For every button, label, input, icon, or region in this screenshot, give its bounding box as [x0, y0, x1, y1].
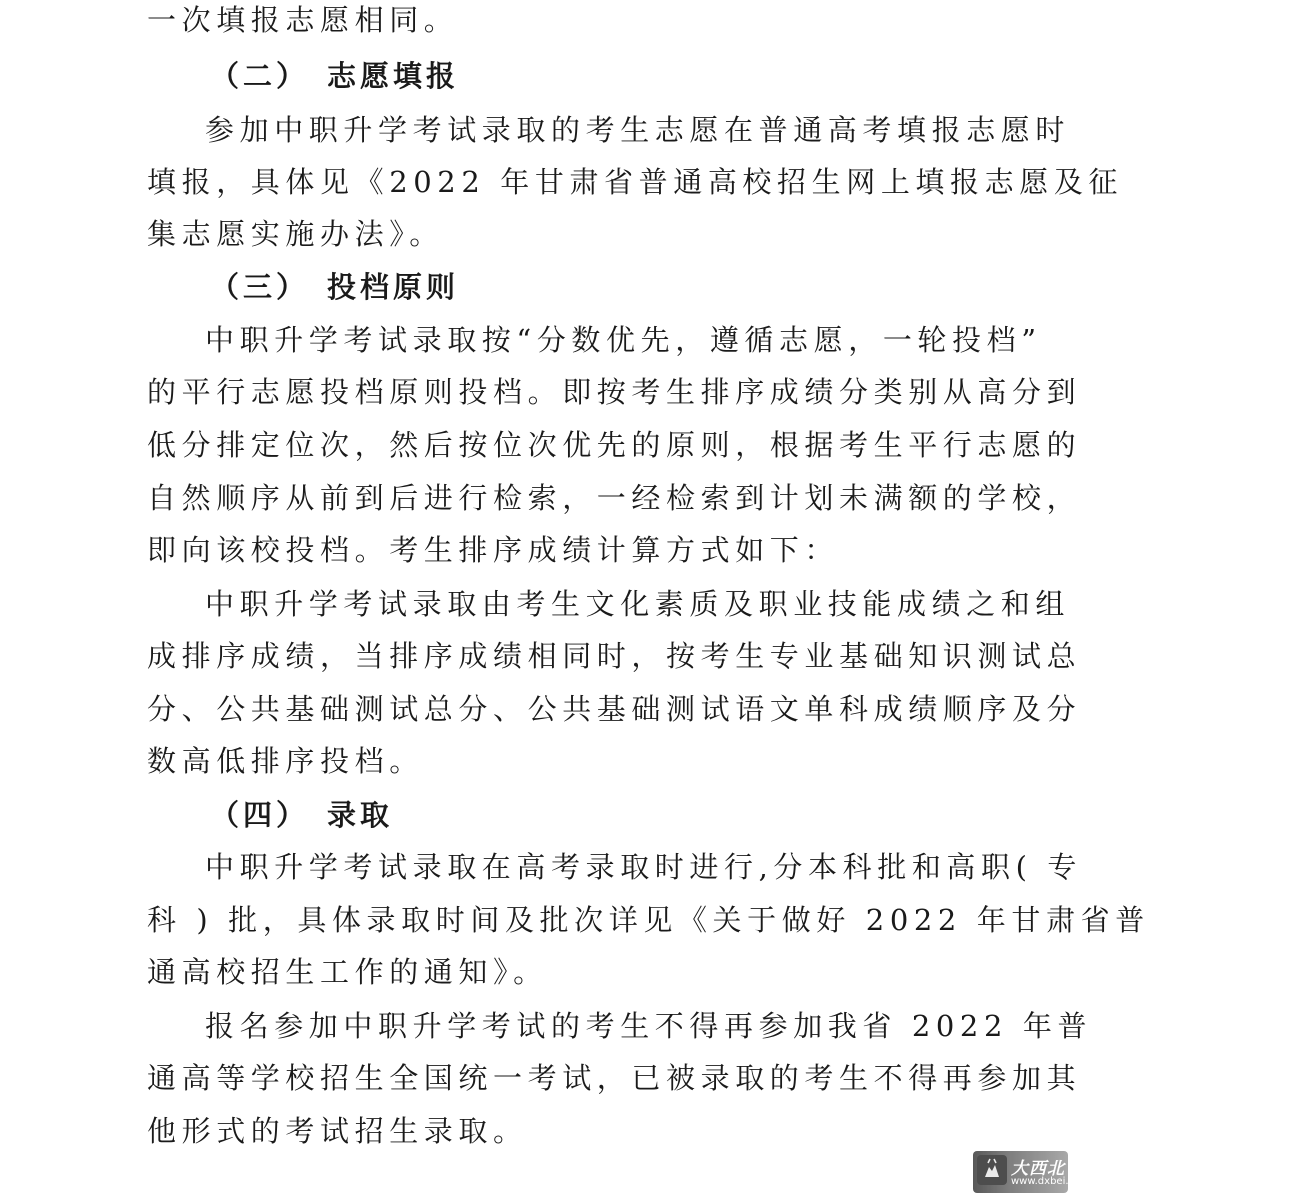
paragraph-line: 通高等学校招生全国统一考试，已被录取的考生不得再参加其	[147, 1061, 1082, 1095]
heading-number: （二）	[210, 59, 310, 93]
section-heading	[0, 56, 1290, 96]
heading-title: 志愿填报	[327, 59, 460, 93]
paragraph-line: 低分排定位次，然后按位次优先的原则，根据考生平行志愿的	[147, 428, 1082, 462]
paragraph-line: 分、公共基础测试总分、公共基础测试语文单科成绩顺序及分	[147, 692, 1082, 726]
heading-title: 录取	[327, 798, 394, 832]
heading-title: 投档原则	[327, 270, 460, 304]
paragraph-line: 中职升学考试录取由考生文化素质及职业技能成绩之和组	[205, 587, 1071, 621]
paragraph-line: 中职升学考试录取在高考录取时进行,分本科批和高职( 专	[205, 850, 1082, 884]
section-heading	[0, 267, 1290, 307]
watermark-domain: www.dxbei.com	[1011, 1176, 1090, 1187]
paragraph-line: 自然顺序从前到后进行检索，一经检索到计划未满额的学校，	[147, 481, 1082, 515]
paragraph-line: 填报，具体见《2022 年甘肃省普通高校招生网上填报志愿及征	[147, 165, 1124, 199]
paragraph-line: 通高校招生工作的通知》。	[147, 955, 548, 989]
section-heading	[0, 795, 1290, 835]
paragraph-line: 集志愿实施办法》。	[147, 217, 444, 251]
paragraph-line: 他形式的考试招生录取。	[147, 1114, 528, 1148]
site-watermark	[973, 1151, 1090, 1193]
paragraph-line: 即向该校投档。考生排序成绩计算方式如下：	[147, 533, 840, 567]
paragraph-line: 中职升学考试录取按“分数优先，遵循志愿，一轮投档”	[205, 323, 1042, 357]
heading-number: （四）	[210, 798, 310, 832]
paragraph-line: 报名参加中职升学考试的考生不得再参加我省 2022 年普	[205, 1009, 1093, 1043]
paragraph-line: 数高低排序投档。	[147, 744, 424, 778]
paragraph-line: 一次填报志愿相同。	[147, 3, 459, 37]
deer-logo-icon	[977, 1155, 1007, 1185]
paragraph-line: 参加中职升学考试录取的考生志愿在普通高考填报志愿时	[205, 113, 1071, 147]
watermark-brand: 大西北	[1011, 1159, 1065, 1179]
paragraph-line: 的平行志愿投档原则投档。即按考生排序成绩分类别从高分到	[147, 375, 1082, 409]
paragraph-line: 科 ) 批，具体录取时间及批次详见《关于做好 2022 年甘肃省普	[147, 903, 1150, 937]
paragraph-line: 成排序成绩，当排序成绩相同时，按考生专业基础知识测试总	[147, 639, 1082, 673]
heading-number: （三）	[210, 270, 310, 304]
